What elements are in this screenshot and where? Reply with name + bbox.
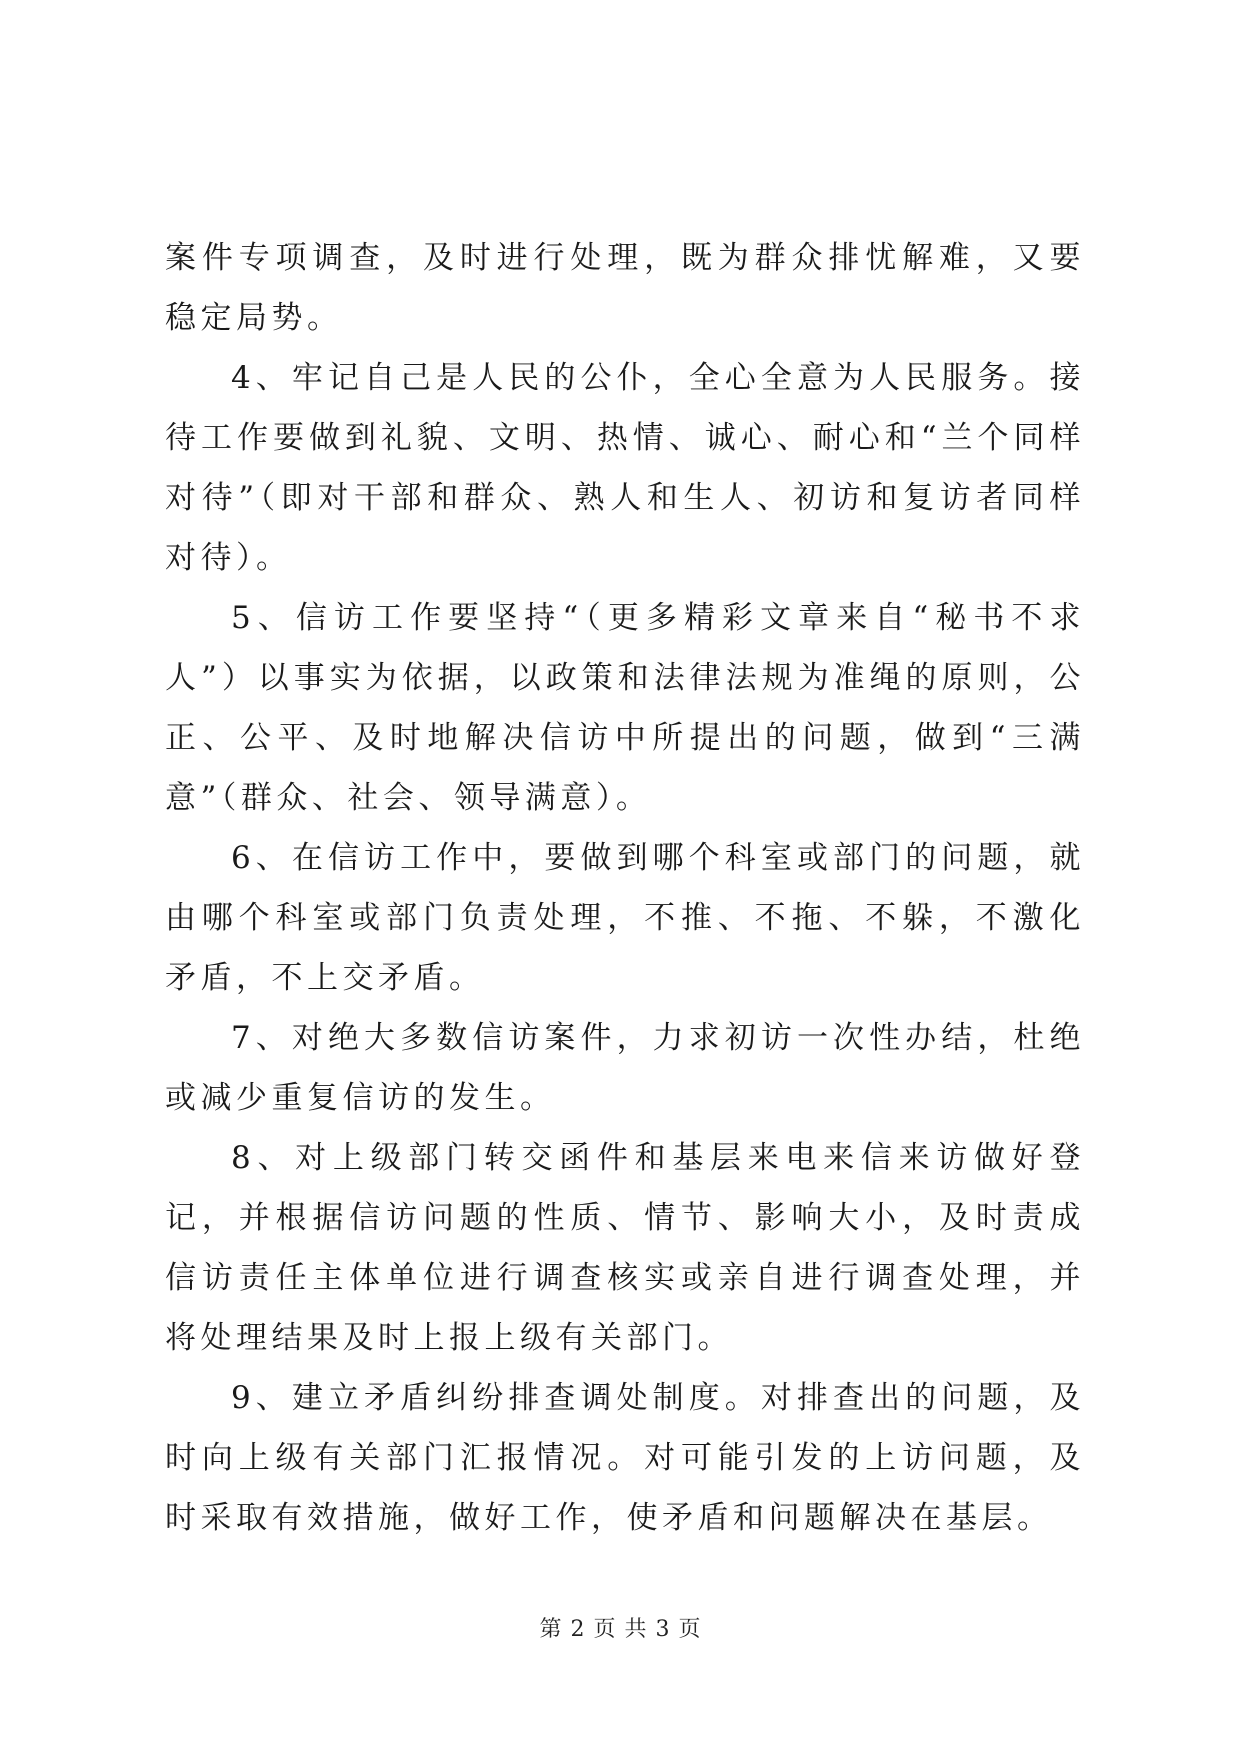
page-footer: [0, 1612, 1241, 1643]
paragraph-item-5: 5、信访工作要坚持“（更多精彩文章来自“秘书不求人”）以事实为依据，以政策和法律法规为准绳的原则，公正、公平、及时地解决信访中所提出的问题，做到“三满意”（群众、社会、领导满意）。: [165, 600, 1085, 816]
page-number-indicator: 第 2 页 共 3 页: [539, 1617, 702, 1642]
paragraph-item-4: 4、牢记自己是人民的公仆，全心全意为人民服务。接待工作要做到礼貌、文明、热情、诚心、耐心和“兰个同样对待”（即对干部和群众、熟人和生人、初访和复访者同样对待）。: [165, 360, 1085, 576]
paragraph-item-7: 7、对绝大多数信访案件，力求初访一次性办结，杜绝或减少重复信访的发生。: [165, 1020, 1085, 1116]
paragraph-item-6: 6、在信访工作中，要做到哪个科室或部门的问题，就由哪个科室或部门负责处理，不推、不拖、不躲，不激化矛盾，不上交矛盾。: [165, 840, 1085, 996]
document-body: [165, 228, 1085, 1548]
paragraph-continued: 案件专项调查，及时进行处理，既为群众排忧解难，又要稳定局势。: [165, 240, 1085, 336]
paragraph-item-9: 9、建立矛盾纠纷排查调处制度。对排查出的问题，及时向上级有关部门汇报情况。对可能引发的上访问题，及时采取有效措施，做好工作，使矛盾和问题解决在基层。: [165, 1380, 1085, 1536]
paragraph-item-8: 8、对上级部门转交函件和基层来电来信来访做好登记，并根据信访问题的性质、情节、影响大小，及时责成信访责任主体单位进行调查核实或亲自进行调查处理，并将处理结果及时上报上级有关部门。: [165, 1140, 1085, 1356]
